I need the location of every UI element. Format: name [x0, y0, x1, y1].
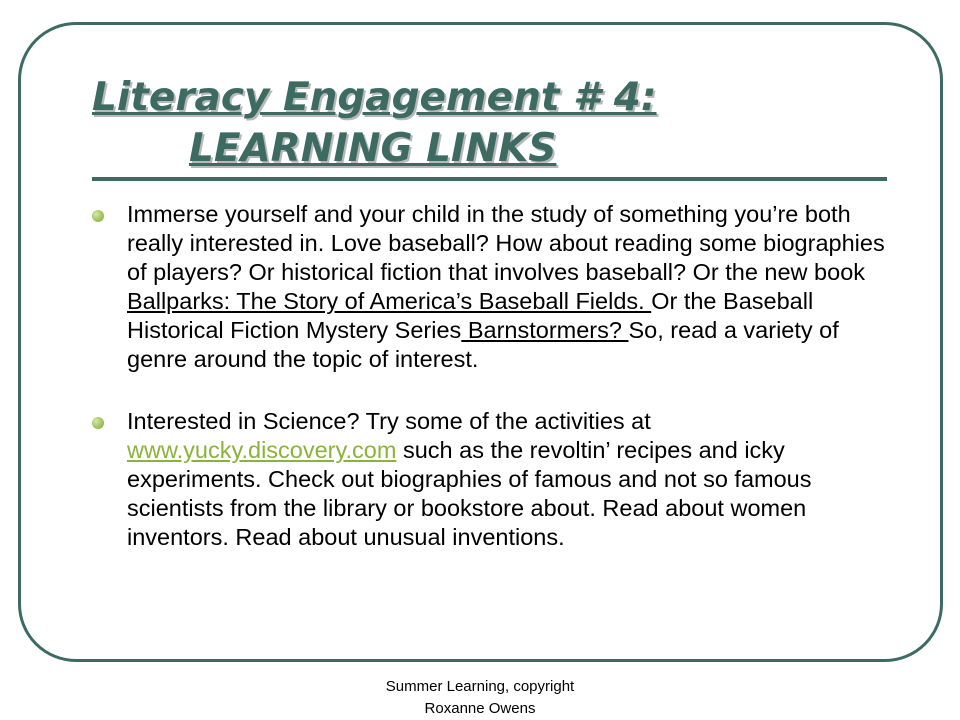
slide-title — [92, 72, 657, 174]
book-title-barnstormers: Barnstormers? — [461, 317, 629, 343]
title-line-1: Literacy Engagement # 4: — [92, 75, 657, 120]
footer-line-1: Summer Learning, copyright — [385, 678, 575, 695]
bullet-text: Immerse yourself and your child in the study of something you’re both really interested in. Love baseball? How about reading some biographies of players? Or historical fiction that involves baseball? Or the new book — [127, 201, 885, 285]
bullet-item-baseball — [92, 200, 892, 374]
bullet-dot-icon — [92, 210, 104, 222]
footer-line-2: Roxanne Owens — [424, 700, 536, 717]
slide-footer — [330, 676, 630, 720]
bullet-text: Interested in Science? Try some of the activities at — [127, 408, 651, 434]
bullet-list — [92, 200, 892, 552]
yucky-discovery-link[interactable]: www.yucky.discovery.com — [127, 437, 397, 463]
title-divider — [92, 177, 887, 181]
bullet-item-science — [92, 407, 892, 552]
title-line-2: LEARNING LINKS — [189, 126, 557, 171]
bullet-text: So, read a variety of genre around the topic of interest. — [127, 317, 839, 372]
book-title-ballparks: Ballparks: The Story of America’s Baseball Fields. — [127, 288, 652, 314]
bullet-text: such as the revoltin’ recipes and icky experiments. Check out biographies of famous and not so famous scientists from the library or bookstore about. Read about women inventors. Read about unusual inventions. — [127, 437, 812, 550]
bullet-dot-icon — [92, 417, 104, 429]
bullet-text: Or the Baseball Historical Fiction Mystery Series — [127, 288, 814, 343]
